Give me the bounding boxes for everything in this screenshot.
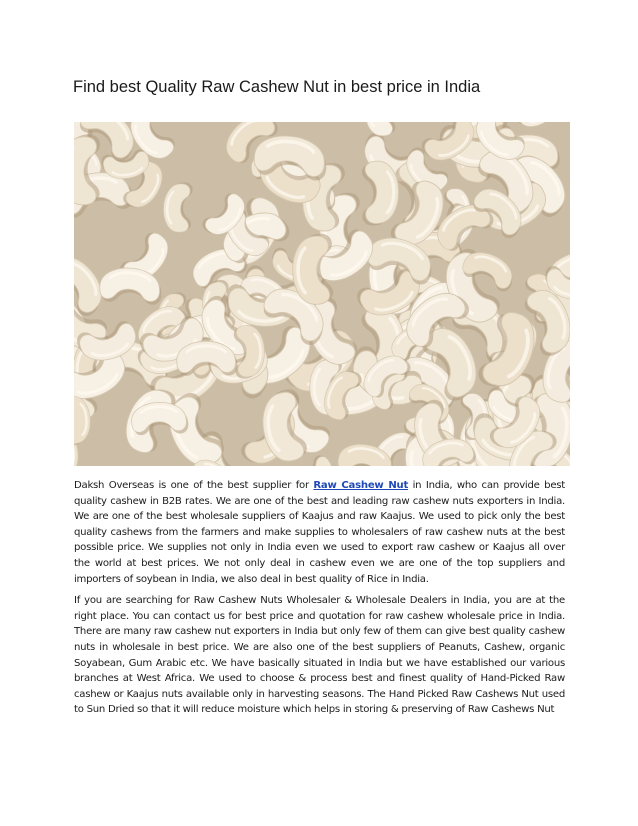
cashew-illustration xyxy=(74,122,570,466)
raw-cashew-nut-link[interactable]: Raw Cashew Nut xyxy=(313,480,409,491)
paragraph-1-rest: in India, who can provide best quality cashew in B2B rates. We are one of the best and leading raw cashew nuts exporters in India. We are one of the best wholesale suppliers of Kaajus and raw Kaajus. We used to pick only the best quality cashews from the farmers and make supplies to wholesalers of raw cashew nuts at the best possible price. We supplies not only in India even we used to export raw cashew or Kaajus all over the world at best prices. We not only deal in cashew even we are one of the top suppliers and importers of soybean in India, we also deal in best quality of Rice in India. xyxy=(74,480,565,585)
cashew-nuts-photo xyxy=(74,122,570,466)
paragraph-2: If you are searching for Raw Cashew Nuts Wholesaler & Wholesale Dealers in India, you are at the right place. You can contact us for best price and quotation for raw cashew wholesale price in India. There are many raw cashew nut exporters in India but only few of them can give best quality cashew nuts in wholesale in best price. We are also one of the best suppliers of Peanuts, Cashew, organic Soyabean, Gum Arabic etc. We have basically situated in India but we have established our various branches at West Africa. We used to choose & process best and finest quality of Hand-Picked Raw cashew or Kaajus nuts available only in harvesting seasons. The Hand Picked Raw Cashews Nut used to Sun Dried so that it will reduce moisture which helps in storing & preserving of Raw Cashews Nut xyxy=(74,595,565,716)
page-title: Find best Quality Raw Cashew Nut in best price in India xyxy=(73,78,481,96)
paragraph-1-intro: Daksh Overseas is one of the best supplier for xyxy=(74,480,314,491)
article-body xyxy=(74,478,565,724)
paragraph-1 xyxy=(74,478,565,587)
